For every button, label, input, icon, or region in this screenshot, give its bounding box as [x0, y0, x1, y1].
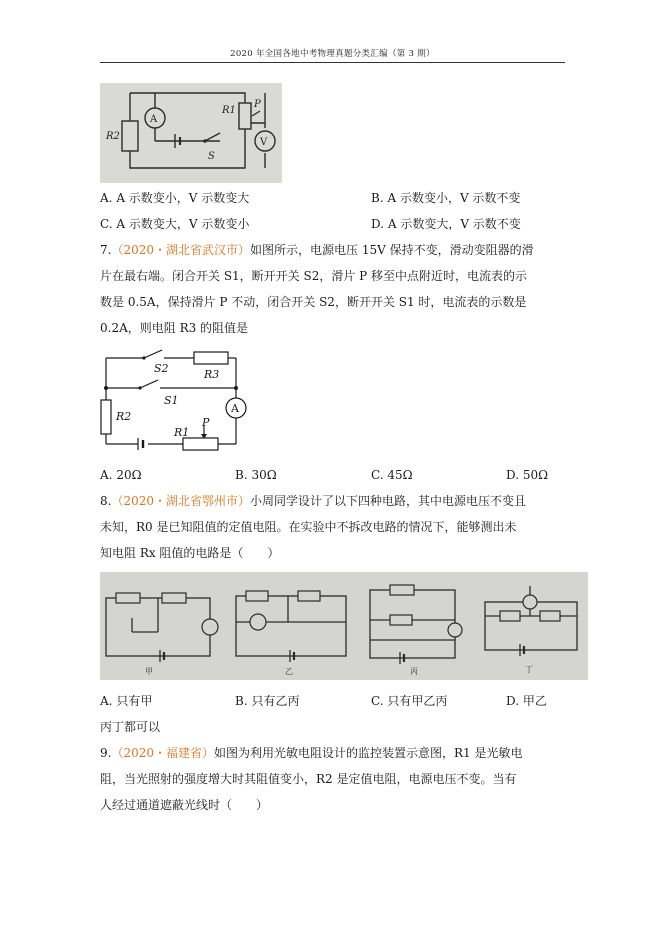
q8-caption-bing: 丙: [410, 667, 418, 676]
q7-option-b[interactable]: [235, 467, 277, 483]
q7-r2-label: R2: [116, 410, 132, 423]
option-text: 20Ω: [116, 468, 142, 482]
option-letter: C.: [100, 217, 113, 231]
q7-line-1-text: 如图所示，电源电压 15V 保持不变，滑动变阻器的滑: [250, 243, 534, 257]
q6-option-d[interactable]: [371, 216, 521, 232]
option-letter: B.: [235, 694, 248, 708]
q6-option-b[interactable]: [371, 190, 520, 206]
q6-circuit-figure: [100, 83, 282, 183]
option-text: 只有乙丙: [251, 694, 300, 708]
q7-r3-label: R3: [204, 368, 220, 381]
header-rule: [100, 62, 565, 63]
page-header: 2020 年全国各地中考物理真题分类汇编（第 3 期）: [230, 49, 435, 59]
option-text: A 示数变小，V 示数不变: [387, 191, 521, 205]
option-text: 50Ω: [522, 468, 549, 482]
q9-stem-line-1: [100, 745, 523, 761]
q7-p-label: P: [202, 416, 210, 429]
q9-line-1-text: 如图为利用光敏电阻设计的监控装置示意图，R1 是光敏电: [214, 746, 523, 760]
q7-r1-label: R1: [174, 426, 190, 439]
q9-stem-line-3: 人经过通道遮蔽光线时（ ）: [100, 798, 269, 812]
q7-source: （2020・湖北省武汉市）: [111, 243, 250, 257]
q8-stem-line-1: [100, 493, 526, 509]
option-letter: C.: [371, 468, 384, 482]
q9-stem-line-2: 阻，当光照射的强度增大时其阻值变小，R2 是定值电阻，电源电压不变。当有: [100, 772, 517, 786]
q8-stem-line-2: 未知，R0 是已知阻值的定值电阻。在实验中不拆改电路的情况下，能够测出未: [100, 520, 517, 534]
option-text: A 示数变大，V 示数变小: [116, 217, 250, 231]
q7-stem-line-1: [100, 242, 534, 258]
q8-stem-line-3: 知电阻 Rx 阻值的电路是（ ）: [100, 546, 280, 560]
q6-ammeter-label: A: [150, 114, 158, 125]
q7-number: 7.: [100, 243, 112, 257]
q7-stem-line-3: 数是 0.5A，保持滑片 P 不动，闭合开关 S2，断开开关 S1 时，电流表的示数是: [100, 295, 527, 309]
q8-line-1-text: 小周同学设计了以下四种电路，其中电源电压不变且: [250, 494, 527, 508]
option-text: A 示数变小，V 示数变大: [116, 191, 250, 205]
option-letter: C.: [371, 694, 384, 708]
q7-ammeter-label: A: [231, 402, 239, 415]
q7-circuit-figure: [98, 348, 258, 456]
q7-s1-label: S1: [164, 394, 179, 407]
option-letter: D.: [506, 694, 520, 708]
q6-p-label: P: [254, 99, 261, 110]
option-text: A 示数变大，V 示数不变: [387, 217, 521, 231]
q8-number: 8.: [100, 494, 112, 508]
q9-number: 9.: [100, 746, 112, 760]
option-text: 只有甲: [116, 694, 153, 708]
q6-option-c[interactable]: [100, 216, 249, 232]
q8-option-d-continued: 丙丁都可以: [100, 720, 161, 734]
option-text: 甲乙: [522, 694, 547, 708]
option-letter: A.: [100, 468, 113, 482]
option-letter: D.: [506, 468, 520, 482]
q8-source: （2020・湖北省鄂州市）: [111, 494, 250, 508]
q8-caption-yi: 乙: [285, 667, 293, 676]
q7-stem-line-4: 0.2A，则电阻 R3 的阻值是: [100, 321, 249, 335]
option-text: 30Ω: [251, 468, 277, 482]
q8-caption-jia: 甲: [145, 667, 153, 676]
option-letter: D.: [371, 217, 385, 231]
option-text: 45Ω: [387, 468, 413, 482]
option-letter: A.: [100, 191, 113, 205]
q7-s2-label: S2: [154, 362, 169, 375]
q7-stem-line-2: 片在最右端。闭合开关 S1，断开开关 S2，滑片 P 移至中点附近时，电流表的示: [100, 269, 528, 283]
q6-r2-label: R2: [106, 131, 120, 142]
q8-option-a[interactable]: [100, 693, 152, 709]
q6-voltmeter-label: V: [260, 137, 268, 148]
option-letter: B.: [371, 191, 384, 205]
q6-option-a[interactable]: [100, 190, 249, 206]
q8-option-b[interactable]: [235, 693, 299, 709]
q9-source: （2020・福建省）: [111, 746, 214, 760]
q7-option-d[interactable]: [506, 467, 548, 483]
q8-option-d[interactable]: [506, 693, 547, 709]
q7-option-a[interactable]: [100, 467, 142, 483]
q8-circuits-figure: [100, 572, 588, 680]
q8-option-c[interactable]: [371, 693, 447, 709]
option-text: 只有甲乙丙: [387, 694, 448, 708]
q6-s-label: S: [208, 151, 215, 162]
option-letter: A.: [100, 694, 113, 708]
q8-caption-ding: 丁: [525, 665, 533, 674]
q6-r1-label: R1: [222, 105, 236, 116]
option-letter: B.: [235, 468, 248, 482]
q7-option-c[interactable]: [371, 467, 413, 483]
